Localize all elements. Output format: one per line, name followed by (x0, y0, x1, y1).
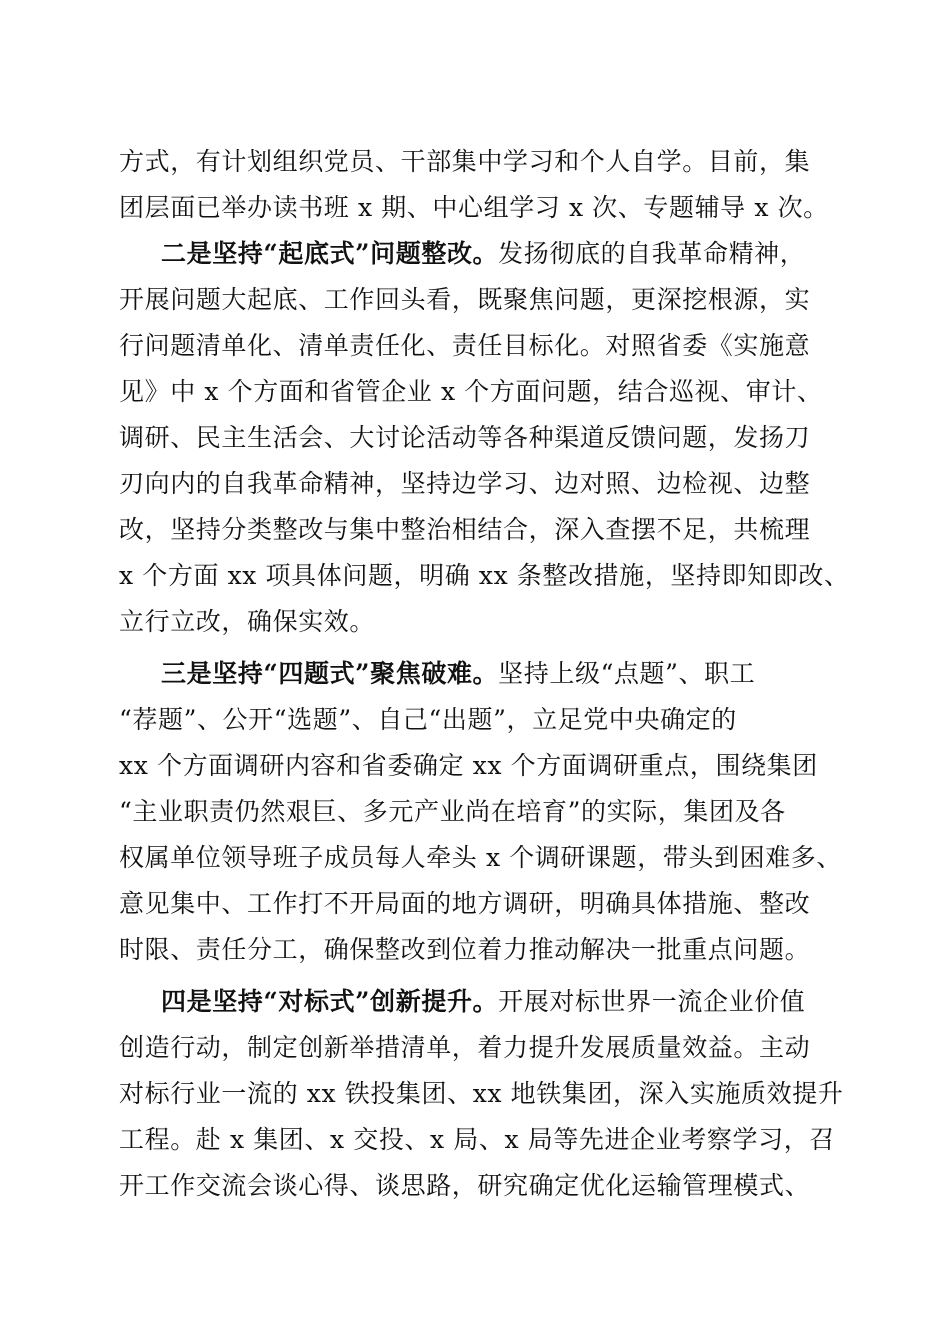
text-line: 开工作交流会谈心得、谈思路，研究确定优化运输管理模式、 (119, 1171, 811, 1200)
text-line: xx 个方面调研内容和省委确定 xx 个方面调研重点，围绕集团 (119, 751, 818, 780)
text-line: 对标行业一流的 xx 铁投集团、xx 地铁集团，深入实施质效提升 (119, 1079, 844, 1108)
text-line: 工程。赴 x 集团、x 交投、x 局、x 局等先进企业考察学习，召 (119, 1125, 835, 1154)
text-span: 发扬彻底的自我革命精神， (498, 239, 806, 268)
text-line: “荐题”、公开“选题”、自己“出题”，立足党中央确定的 (119, 705, 737, 734)
section-heading: 三是坚持“四题式”聚焦破难。 (161, 659, 499, 688)
text-line: 权属单位领导班子成员每人牵头 x 个调研课题，带头到困难多、 (119, 843, 842, 872)
text-line: x 个方面 xx 项具体问题，明确 xx 条整改措施，坚持即知即改、 (119, 561, 850, 590)
text-line: 行问题清单化、清单责任化、责任目标化。对照省委《实施意 (119, 331, 811, 360)
paragraph-line (161, 653, 839, 695)
text-line: “主业职责仍然艰巨、多元产业尚在培育”的实际，集团及各 (119, 797, 786, 826)
text-span: 开展对标世界一流企业价值 (498, 987, 806, 1016)
text-line: 意见集中、工作打不开局面的地方调研，明确具体措施、整改 (119, 889, 811, 918)
text-line: 开展问题大起底、工作回头看，既聚焦问题，更深挖根源，实 (119, 285, 811, 314)
paragraph-line (161, 981, 839, 1023)
text-line: 改，坚持分类整改与集中整治相结合，深入查摆不足，共梳理 (119, 515, 811, 544)
text-line: 时限、责任分工，确保整改到位着力推动解决一批重点问题。 (119, 935, 811, 964)
text-line: 见》中 x 个方面和省管企业 x 个方面问题，结合巡视、审计、 (119, 377, 823, 406)
text-line: 方式，有计划组织党员、干部集中学习和个人自学。目前，集 (119, 147, 811, 176)
section-heading: 二是坚持“起底式”问题整改。 (161, 239, 499, 268)
text-line: 创造行动，制定创新举措清单，着力提升发展质量效益。主动 (119, 1033, 811, 1062)
text-line: 立行立改，确保实效。 (119, 607, 376, 636)
text-span: 坚持上级“点题”、职工 (498, 659, 756, 688)
text-line: 刃向内的自我革命精神，坚持边学习、边对照、边检视、边整 (119, 469, 811, 498)
text-line: 调研、民主生活会、大讨论活动等各种渠道反馈问题，发扬刀 (119, 423, 811, 452)
paragraph-line (161, 233, 839, 275)
section-heading: 四是坚持“对标式”创新提升。 (161, 987, 499, 1016)
text-line: 团层面已举办读书班 x 期、中心组学习 x 次、专题辅导 x 次。 (119, 193, 829, 222)
